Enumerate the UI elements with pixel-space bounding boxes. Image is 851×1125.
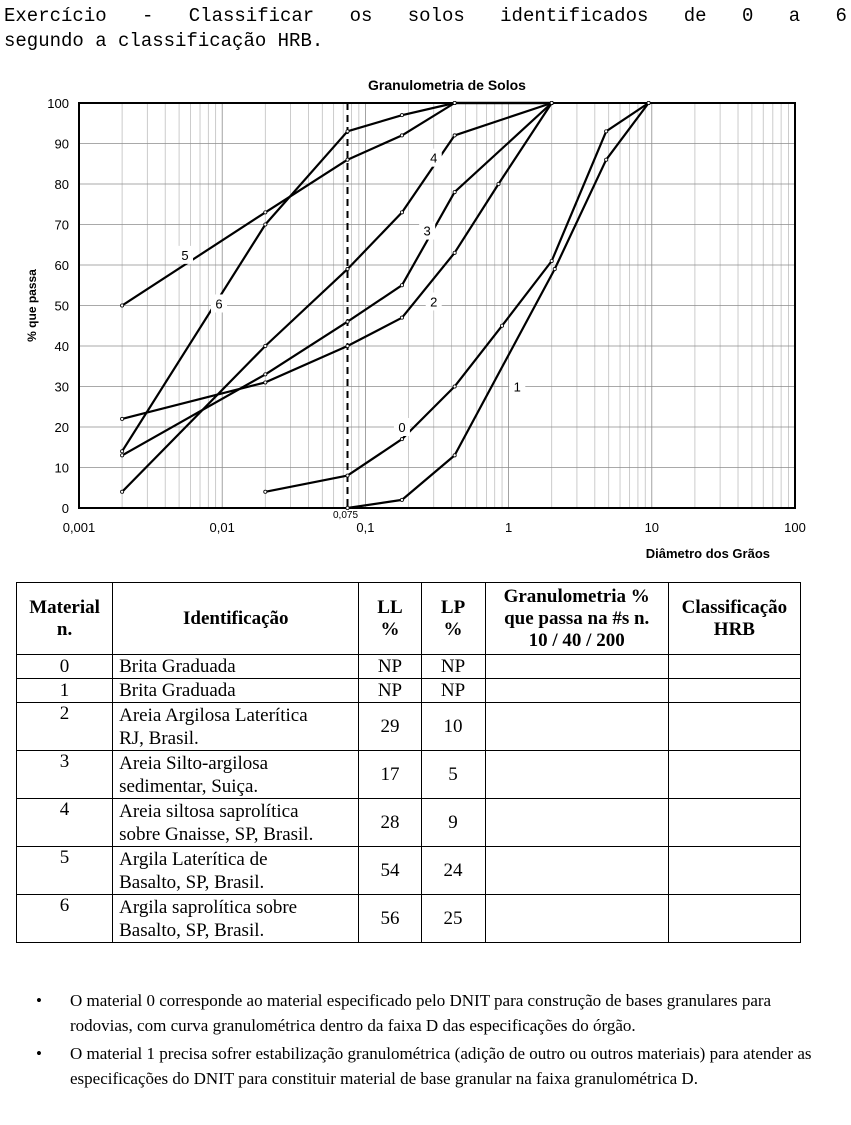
cell-lp: 10 <box>421 703 485 751</box>
y-tick-label: 100 <box>47 96 69 111</box>
x-axis-label: Diâmetro dos Grãos <box>645 546 770 561</box>
cell-classificacao[interactable] <box>668 847 800 895</box>
cell-ll: NP <box>359 655 421 679</box>
cell-ll: 17 <box>359 751 421 799</box>
data-point <box>550 259 553 262</box>
header-word: identificados <box>500 5 649 27</box>
table-row <box>17 679 801 703</box>
cell-lp: NP <box>421 679 485 703</box>
cell-identificacao: Areia siltosa saprolítica sobre Gnaisse, SP, Brasil. <box>113 799 359 847</box>
curve-label: 6 <box>215 296 223 312</box>
reference-line-label: 0,075 <box>332 510 359 521</box>
col-header-material: Material n. <box>17 583 113 655</box>
header-word: a <box>788 5 801 27</box>
y-tick-label: 30 <box>54 379 69 395</box>
data-point <box>453 134 456 137</box>
cell-granulometria[interactable] <box>485 799 668 847</box>
y-axis-label: % que passa <box>25 269 39 342</box>
cell-lp: 24 <box>421 847 485 895</box>
y-tick-label: 70 <box>54 217 69 233</box>
y-tick-label: 20 <box>54 420 69 435</box>
table-header-row <box>17 583 801 655</box>
data-point <box>346 506 349 509</box>
data-point <box>346 267 349 270</box>
col-header-classificacao: Classificação HRB <box>668 583 800 655</box>
table-row <box>17 655 801 679</box>
data-point <box>264 381 267 384</box>
data-point <box>121 417 124 420</box>
cell-granulometria[interactable] <box>485 655 668 679</box>
data-point <box>264 211 267 214</box>
col-header-ll: LL % <box>359 583 421 655</box>
data-point <box>346 158 349 161</box>
data-point <box>605 158 608 161</box>
cell-ll: 56 <box>359 895 421 943</box>
series-line-0 <box>265 103 648 492</box>
cell-granulometria[interactable] <box>485 679 668 703</box>
data-point <box>121 450 124 453</box>
data-point <box>346 474 349 477</box>
header-word: solos <box>407 5 465 27</box>
cell-material-n: 2 <box>17 703 113 751</box>
note-text: O material 0 corresponde ao material especificado pelo DNIT para construção de bases granulares para rodovias, com curva granulométrica dentro da faixa D das especificações do órgão. <box>70 991 772 1035</box>
data-point <box>453 101 456 104</box>
list-item <box>36 988 836 1038</box>
cell-ll: 28 <box>359 799 421 847</box>
granulometry-chart <box>0 70 851 570</box>
data-point <box>346 130 349 133</box>
cell-identificacao: Argila Laterítica de Basalto, SP, Brasil. <box>113 847 359 895</box>
cell-material-n: 4 <box>17 799 113 847</box>
data-point <box>647 101 650 104</box>
table-row <box>17 751 801 799</box>
col-header-identificacao: Identificação <box>113 583 359 655</box>
notes-list <box>36 988 836 1094</box>
cell-lp: 9 <box>421 799 485 847</box>
cell-ll: NP <box>359 679 421 703</box>
x-tick-label: 10 <box>644 520 660 535</box>
curve-label: 4 <box>430 150 438 166</box>
header-word: Classificar <box>188 5 315 27</box>
table-row <box>17 799 801 847</box>
x-tick-label: 0,001 <box>62 520 96 535</box>
curve-label: 5 <box>181 247 189 263</box>
data-point <box>121 490 124 493</box>
cell-granulometria[interactable] <box>485 895 668 943</box>
cell-material-n: 5 <box>17 847 113 895</box>
data-point <box>605 130 608 133</box>
col-header-lp: LP % <box>421 583 485 655</box>
cell-lp: NP <box>421 655 485 679</box>
chart-title: Granulometria de Solos <box>368 77 526 93</box>
y-tick-label: 0 <box>61 501 69 516</box>
cell-lp: 25 <box>421 895 485 943</box>
cell-identificacao: Argila saprolítica sobre Basalto, SP, Brasil. <box>113 895 359 943</box>
x-tick-label: 1 <box>504 520 513 535</box>
curve-label: 3 <box>423 223 431 239</box>
y-tick-label: 10 <box>54 460 69 476</box>
cell-identificacao: Brita Graduada <box>113 655 359 679</box>
data-point <box>550 101 553 104</box>
cell-identificacao: Areia Silto-argilosa sedimentar, Suiça. <box>113 751 359 799</box>
bullet-icon: • <box>36 1044 42 1063</box>
cell-classificacao[interactable] <box>668 679 800 703</box>
cell-classificacao[interactable] <box>668 895 800 943</box>
curve-label: 0 <box>398 420 406 435</box>
y-tick-label: 50 <box>54 298 69 314</box>
y-tick-label: 90 <box>54 136 69 152</box>
cell-granulometria[interactable] <box>485 751 668 799</box>
header-word: os <box>349 5 373 27</box>
header-word: de <box>683 5 707 27</box>
data-point <box>400 114 403 117</box>
bullet-icon: • <box>36 991 42 1010</box>
cell-material-n: 3 <box>17 751 113 799</box>
data-point <box>500 324 503 327</box>
header-word: 6 <box>835 5 847 27</box>
cell-identificacao: Brita Graduada <box>113 679 359 703</box>
table-row <box>17 703 801 751</box>
note-text: O material 1 precisa sofrer estabilização granulométrica (adição de outro ou outros materiais) para atender as especificações do DNIT para constituir material de base granular na faixa granulométrica D. <box>70 1044 812 1088</box>
data-point <box>453 454 456 457</box>
cell-material-n: 6 <box>17 895 113 943</box>
x-tick-label: 0,01 <box>209 520 235 535</box>
data-point <box>264 223 267 226</box>
data-point <box>400 134 403 137</box>
data-point <box>121 454 124 457</box>
cell-classificacao[interactable] <box>668 799 800 847</box>
cell-lp: 5 <box>421 751 485 799</box>
cell-material-n: 0 <box>17 655 113 679</box>
cell-classificacao[interactable] <box>668 655 800 679</box>
data-point <box>346 344 349 347</box>
exercise-title-line-1 <box>4 4 847 29</box>
cell-classificacao[interactable] <box>668 703 800 751</box>
exercise-title-line-2: segundo a classificação HRB. <box>4 30 324 52</box>
data-point <box>121 304 124 307</box>
data-point <box>553 267 556 270</box>
curve-label: 1 <box>513 379 521 395</box>
table-row <box>17 895 801 943</box>
data-point <box>400 284 403 287</box>
y-tick-label: 40 <box>54 339 69 354</box>
header-word: - <box>142 5 154 27</box>
data-point <box>264 373 267 376</box>
cell-ll: 54 <box>359 847 421 895</box>
cell-granulometria[interactable] <box>485 847 668 895</box>
data-point <box>400 438 403 441</box>
materials-table <box>16 582 801 943</box>
series-line-5 <box>122 103 552 306</box>
data-point <box>453 251 456 254</box>
cell-ll: 29 <box>359 703 421 751</box>
y-tick-label: 80 <box>54 177 69 192</box>
x-tick-label: 100 <box>784 520 806 535</box>
curve-label: 2 <box>430 294 438 310</box>
data-point <box>453 385 456 388</box>
cell-material-n: 1 <box>17 679 113 703</box>
y-tick-label: 60 <box>54 258 69 273</box>
cell-classificacao[interactable] <box>668 751 800 799</box>
data-point <box>453 191 456 194</box>
data-point <box>400 498 403 501</box>
header-word: Exercício <box>4 5 107 27</box>
header-word: 0 <box>741 5 754 27</box>
col-header-granulometria: Granulometria % que passa na #s n. 10 / 40 / 200 <box>485 583 668 655</box>
data-point <box>264 490 267 493</box>
table-row <box>17 847 801 895</box>
series-line-6 <box>122 103 552 451</box>
data-point <box>264 344 267 347</box>
cell-granulometria[interactable] <box>485 703 668 751</box>
data-point <box>497 182 500 185</box>
list-item <box>36 1041 836 1091</box>
data-point <box>400 316 403 319</box>
exercise-header <box>4 4 849 54</box>
data-point <box>346 320 349 323</box>
data-point <box>400 211 403 214</box>
cell-identificacao: Areia Argilosa Laterítica RJ, Brasil. <box>113 703 359 751</box>
x-tick-label: 0,1 <box>356 520 375 535</box>
